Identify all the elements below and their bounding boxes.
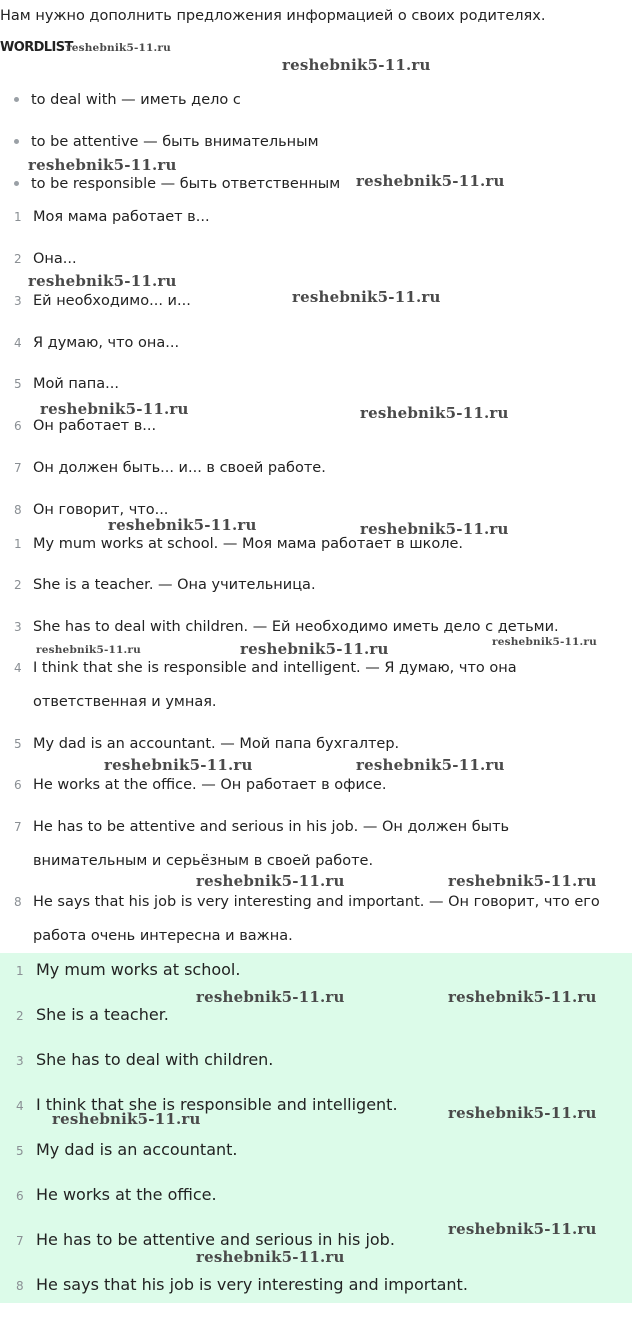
item-number: 7 (16, 1234, 24, 1248)
watermark: reshebnik5-11.ru (196, 1248, 345, 1266)
watermark: reshebnik5-11.ru (492, 636, 597, 648)
watermark: reshebnik5-11.ru (282, 56, 431, 74)
item-number: 5 (16, 1144, 24, 1158)
item-number: 3 (14, 620, 22, 634)
wordlist-title: WORDLIST (0, 40, 73, 55)
item-number: 4 (16, 1099, 24, 1113)
item-number: 1 (14, 537, 22, 551)
translation-text: I think that she is responsible and intelligent. — Я думаю, что она (33, 660, 517, 676)
item-number: 8 (14, 503, 22, 517)
watermark: reshebnik5-11.ru (196, 872, 345, 890)
wordlist-item-text: to deal with — иметь дело с (31, 92, 241, 108)
watermark: reshebnik5-11.ru (356, 172, 505, 190)
item-number: 7 (14, 461, 22, 475)
item-number: 6 (14, 419, 22, 433)
prompt-text: Я думаю, что она... (33, 335, 180, 351)
answer-text: She is a teacher. (36, 1005, 169, 1024)
watermark: reshebnik5-11.ru (448, 1104, 597, 1122)
answer-text: My dad is an accountant. (36, 1140, 238, 1159)
prompt-text: Ей необходимо... и... (33, 293, 191, 309)
bullet-dot-icon (14, 97, 19, 102)
watermark: reshebnik5-11.ru (40, 400, 189, 418)
answer-text: I think that she is responsible and intelligent. (36, 1095, 398, 1114)
watermark: reshebnik5-11.ru (356, 756, 505, 774)
translation-text: She is a teacher. — Она учительница. (33, 577, 316, 593)
watermark: reshebnik5-11.ru (28, 272, 177, 290)
watermark: reshebnik5-11.ru (360, 520, 509, 538)
watermark: reshebnik5-11.ru (66, 42, 171, 54)
watermark: reshebnik5-11.ru (104, 756, 253, 774)
watermark: reshebnik5-11.ru (448, 1220, 597, 1238)
item-number: 8 (14, 895, 22, 909)
bullet-dot-icon (14, 139, 19, 144)
translation-text-continued: ответственная и умная. (33, 694, 217, 710)
translation-text-continued: внимательным и серьёзным в своей работе. (33, 853, 374, 869)
item-number: 1 (16, 964, 24, 978)
watermark: reshebnik5-11.ru (196, 988, 345, 1006)
prompt-text: Он говорит, что... (33, 502, 169, 518)
watermark: reshebnik5-11.ru (448, 872, 597, 890)
item-number: 7 (14, 820, 22, 834)
prompt-text: Он должен быть... и... в своей работе. (33, 460, 326, 476)
item-number: 8 (16, 1279, 24, 1293)
answer-text: He has to be attentive and serious in his job. (36, 1230, 395, 1249)
translation-text: He works at the office. — Он работает в офисе. (33, 777, 387, 793)
item-number: 5 (14, 377, 22, 391)
watermark: reshebnik5-11.ru (292, 288, 441, 306)
wordlist-item-text: to be responsible — быть ответственным (31, 176, 341, 192)
prompt-text: Он работает в... (33, 418, 157, 434)
wordlist-item-text: to be attentive — быть внимательным (31, 134, 319, 150)
item-number: 2 (14, 578, 22, 592)
answer-text: He works at the office. (36, 1185, 217, 1204)
watermark: reshebnik5-11.ru (52, 1110, 201, 1128)
wordlist-item (14, 90, 614, 110)
watermark: reshebnik5-11.ru (240, 640, 389, 658)
prompt-text: Она... (33, 251, 77, 267)
intro-text: Нам нужно дополнить предложения информацией о своих родителях. (0, 8, 546, 24)
watermark: reshebnik5-11.ru (448, 988, 597, 1006)
item-number: 6 (14, 778, 22, 792)
item-number: 4 (14, 336, 22, 350)
bullet-dot-icon (14, 181, 19, 186)
item-number: 3 (14, 294, 22, 308)
translation-text: He has to be attentive and serious in his job. — Он должен быть (33, 819, 510, 835)
watermark: reshebnik5-11.ru (36, 644, 141, 656)
watermark: reshebnik5-11.ru (108, 516, 257, 534)
translation-text: My dad is an accountant. — Мой папа бухгалтер. (33, 736, 400, 752)
translation-text: She has to deal with children. — Ей необходимо иметь дело с детьми. (33, 619, 559, 635)
item-number: 6 (16, 1189, 24, 1203)
answer-text: My mum works at school. (36, 960, 241, 979)
prompt-text: Моя мама работает в... (33, 209, 210, 225)
translation-text: My mum works at school. — Моя мама работает в школе. (33, 536, 464, 552)
translation-text: He says that his job is very interesting and important. — Он говорит, что его (33, 894, 600, 910)
translation-text-continued: работа очень интересна и важна. (33, 928, 293, 944)
answer-text: He says that his job is very interesting and important. (36, 1275, 468, 1294)
wordlist-item (14, 132, 614, 152)
watermark: reshebnik5-11.ru (360, 404, 509, 422)
prompt-text: Мой папа... (33, 376, 119, 392)
watermark: reshebnik5-11.ru (28, 156, 177, 174)
item-number: 1 (14, 210, 22, 224)
wordlist-item (14, 174, 614, 194)
item-number: 4 (14, 661, 22, 675)
item-number: 5 (14, 737, 22, 751)
answer-text: She has to deal with children. (36, 1050, 274, 1069)
item-number: 3 (16, 1054, 24, 1068)
item-number: 2 (14, 252, 22, 266)
item-number: 2 (16, 1009, 24, 1023)
